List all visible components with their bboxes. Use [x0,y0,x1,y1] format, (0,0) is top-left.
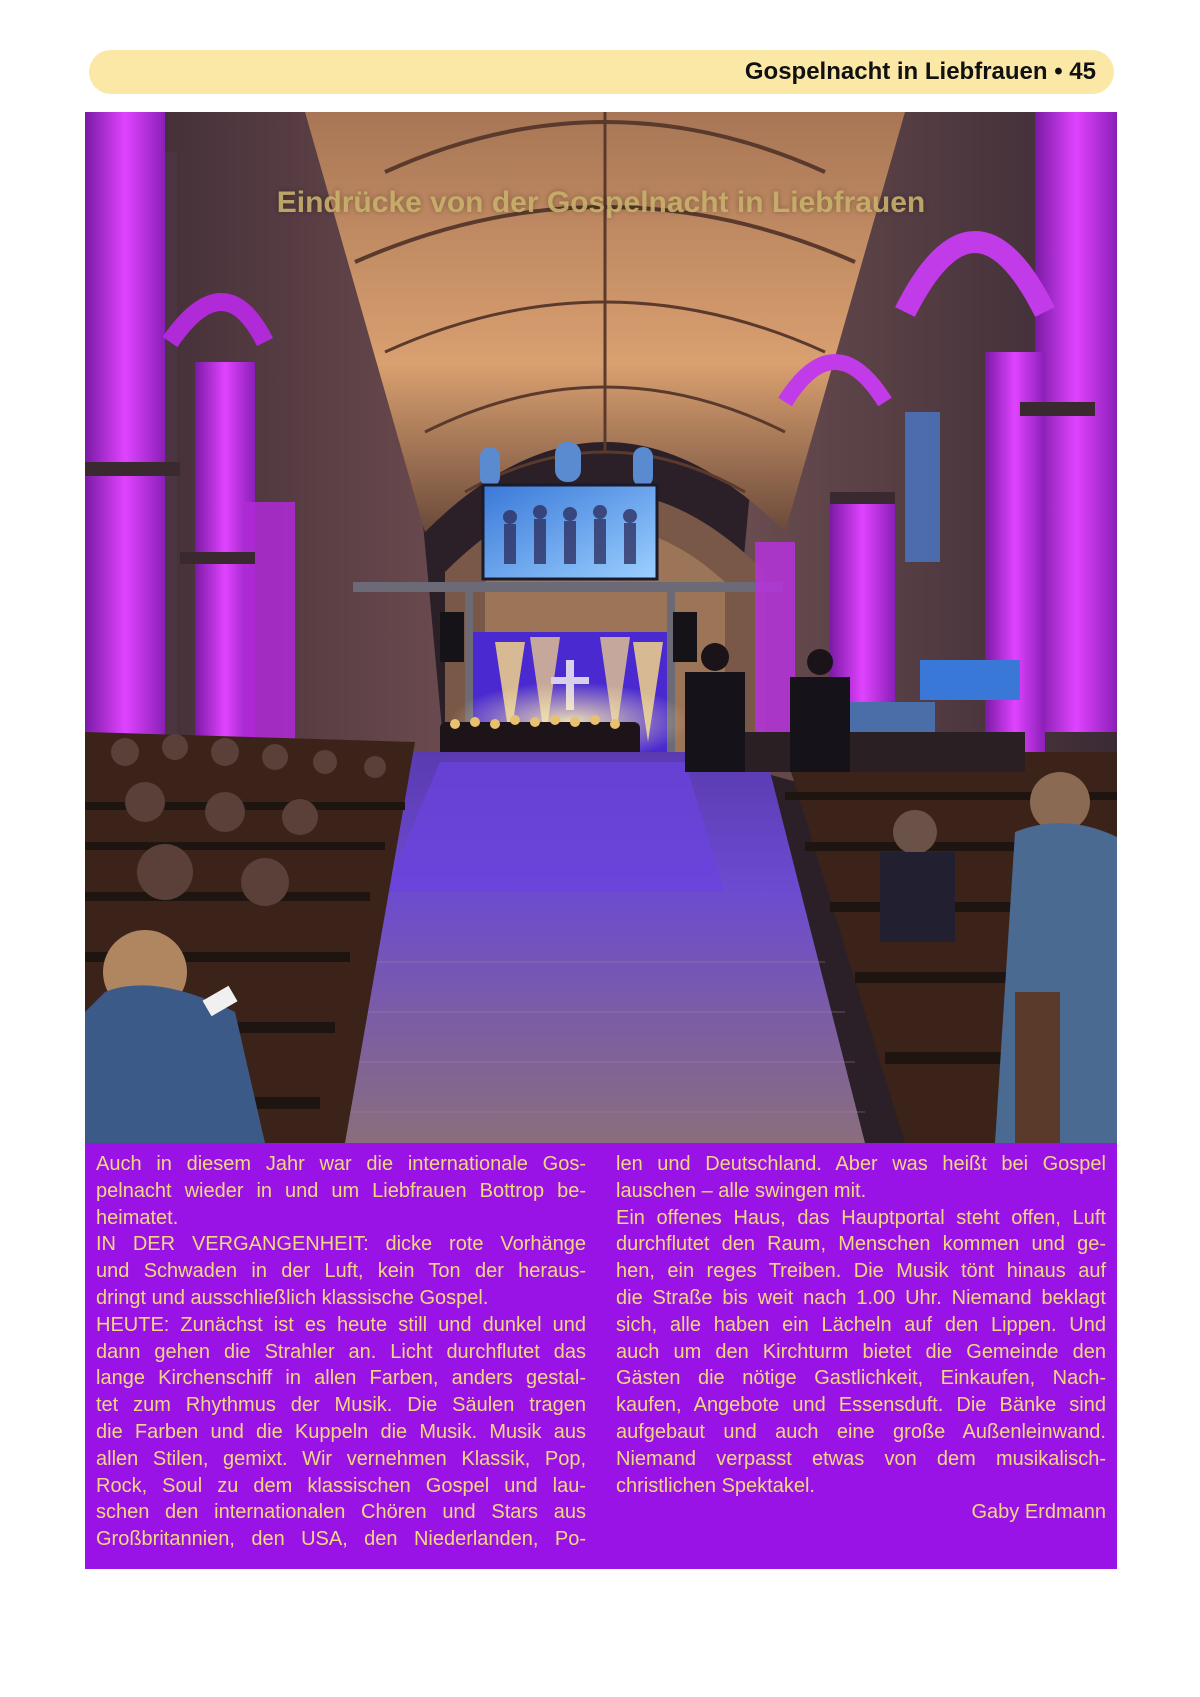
article-text-line: und Schwaden in der Luft, kein Ton der heraus- [96,1260,586,1283]
article-text-block [85,1143,1117,1569]
article-text-line: die Straße bis weit nach 1.00 Uhr. Niemand beklagt [616,1286,1106,1309]
article-text-line: Auch in diesem Jahr war die internationale Gos- [96,1153,586,1175]
article-text-line: hen, ein reges Treiben. Die Musik tönt hinaus auf [616,1260,1106,1283]
article-text-line: HEUTE: Zunächst ist es heute still und dunkel und [96,1313,586,1336]
article-text-line: heimatet. [96,1206,179,1229]
article-text-line: Ein offenes Haus, das Hauptportal steht offen, Luft [616,1206,1106,1229]
photo-caption: Eindrücke von der Gospelnacht in Liebfrauen [276,186,926,219]
article-text-line: lange Kirchenschiff in allen Farben, anders gestal- [96,1367,586,1390]
article-text-line: dringt und ausschließlich klassische Gospel. [96,1286,489,1309]
article-text-line: die Farben und die Kuppeln die Musik. Musik aus [96,1420,586,1443]
article-text-line: IN DER VERGANGENHEIT: dicke rote Vorhänge [96,1233,586,1256]
article-text-line: Gästen die nötige Gastlichkeit, Einkaufen, Nach- [616,1367,1106,1390]
page-header-bar [89,50,1114,94]
article-text-line: len und Deutschland. Aber was heißt bei Gospel [616,1153,1106,1175]
article-text-line: sich, alle haben ein Lächeln auf den Lippen. Und [616,1313,1106,1336]
article-text-line: christlichen Spektakel. [616,1474,815,1497]
article-text-line: aufgebaut und auch eine große Außenleinwand. [616,1420,1106,1443]
article-text-line: dann gehen die Strahler an. Licht durchflutet das [96,1340,586,1363]
article-text-line: Niemand verpasst etwas von dem musikalisch- [616,1447,1106,1470]
article-author: Gaby Erdmann [971,1501,1106,1524]
article-text-line: auch um den Kirchturm bietet die Gemeinde den [616,1340,1106,1363]
article-text-line: pelnacht wieder in und um Liebfrauen Bottrop be- [96,1179,586,1202]
article-text-line: schen den internationalen Chören und Stars aus [96,1501,586,1524]
article-text-line: durchflutet den Raum, Menschen kommen und ge- [616,1233,1106,1256]
article-right-column [616,1151,1106,1569]
article-text-line: Großbritannien, den USA, den Niederlanden, Po- [96,1528,586,1551]
article-text-line: lauschen – alle swingen mit. [616,1179,867,1202]
page-header-title: Gospelnacht in Liebfrauen • 45 [744,58,1096,85]
article-text-line: tet zum Rhythmus der Musik. Die Säulen tragen [96,1394,586,1417]
article-text-line: Rock, Soul zu dem klassischen Gospel und lau- [96,1474,586,1497]
article-text-line: allen Stilen, gemixt. Wir vernehmen Klassik, Pop, [96,1447,586,1470]
article-text-line: kaufen, Angebote und Essensduft. Die Bänke sind [616,1394,1106,1417]
article-left-column [96,1151,586,1569]
church-photo [85,112,1117,1143]
church-interior-illustration [85,112,1117,1143]
